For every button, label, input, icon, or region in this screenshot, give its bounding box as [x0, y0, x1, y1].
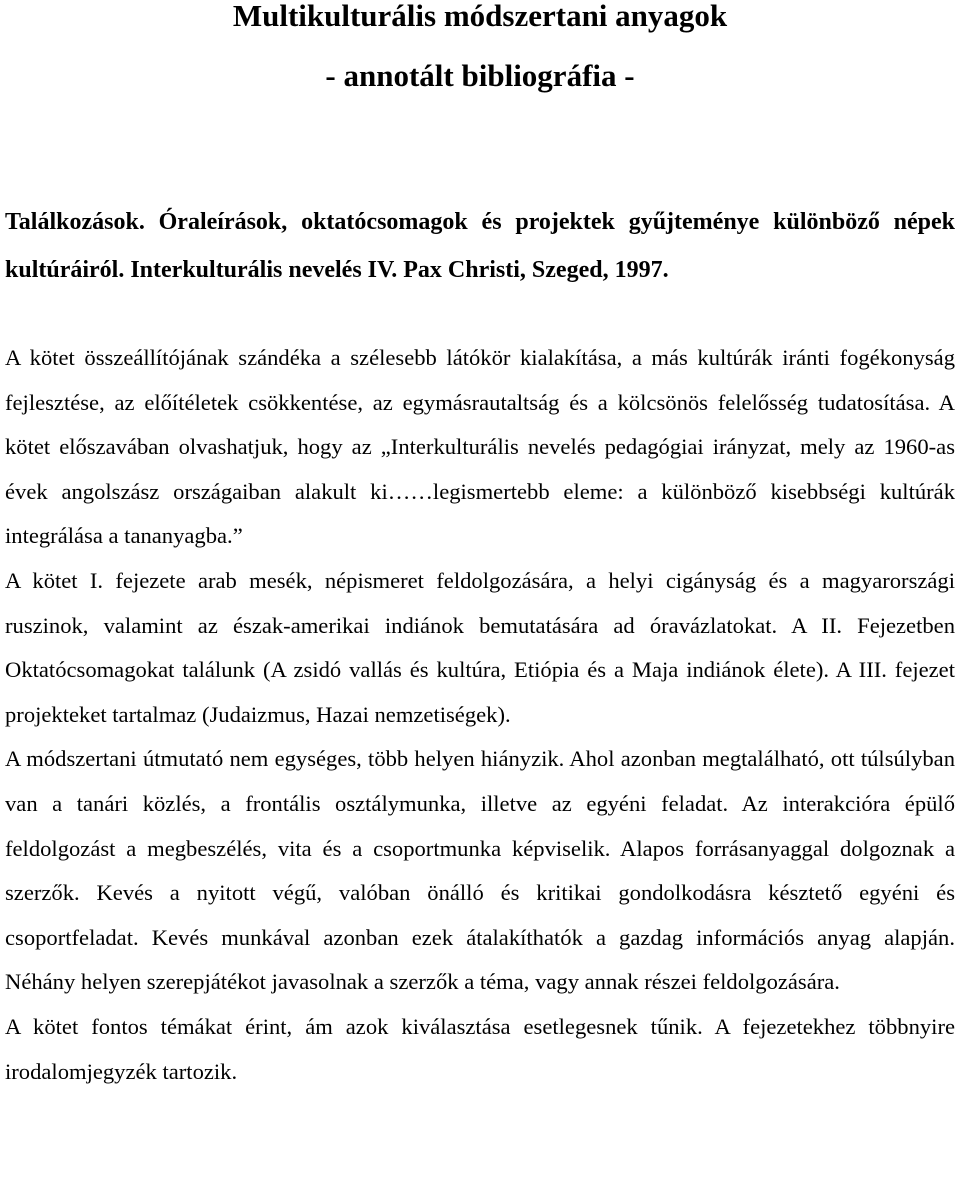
annotation-paragraph-2: A kötet I. fejezete arab mesék, népismeret feldolgozására, a helyi cigányság és a magyarországi ruszinok, valamint az észak-amerikai indiánok bemutatására ad óravázlatokat. A II. Fejezetben Oktatócsomagokat találunk (A zsidó vallás és kultúra, Etiópia és a Maja indiánok élete). A III. fejezet projekteket tartalmaz (Judaizmus, Hazai nemzetiségek). — [5, 567, 955, 727]
document-subtitle: - annotált bibliográfia - — [325, 58, 635, 93]
annotation-paragraph-1: A kötet összeállítójának szándéka a szélesebb látókör kialakítása, a más kultúrák iránti fogékonyság fejlesztése, az előítéletek csökkentése, az egymásrautaltság és a kölcsönös felelősség tudatosítása. A kötet előszavában olvashatjuk, hogy az „Interkulturális nevelés pedagógiai irányzat, mely az 1960-as évek angolszász országaiban alakult ki……legismertebb eleme: a különböző kisebbségi kultúrák integrálása a tananyagba.” — [5, 345, 955, 549]
annotation-body — [5, 336, 955, 1094]
annotation-paragraph-4: A kötet fontos témákat érint, ám azok kiválasztása esetlegesnek tűnik. A fejezetekhez többnyire irodalomjegyzék tartozik. — [5, 1013, 955, 1084]
bibliographic-reference: Találkozások. Óraleírások, oktatócsomagok és projektek gyűjteménye különböző népek kultúráiról. Interkulturális nevelés IV. Pax Christi, Szeged, 1997. — [5, 209, 955, 283]
document-title: Multikulturális módszertani anyagok — [232, 0, 728, 33]
annotation-paragraph-3: A módszertani útmutató nem egységes, több helyen hiányzik. Ahol azonban megtalálható, ott túlsúlyban van a tanári közlés, a frontális osztálymunka, illetve az egyéni feladat. Az interakcióra épülő feldolgozást a megbeszélés, vita és a csoportmunka képviselik. Alapos forrásanyaggal dolgoznak a szerzők. Kevés a nyitott végű, valóban önálló és kritikai gondolkodásra késztető egyéni és csoportfeladat. Kevés munkával azonban ezek átalakíthatók a gazdag információs anyag alapján. Néhány helyen szerepjátékot javasolnak a szerzők a téma, vagy annak részei feldolgozására. — [5, 746, 955, 995]
